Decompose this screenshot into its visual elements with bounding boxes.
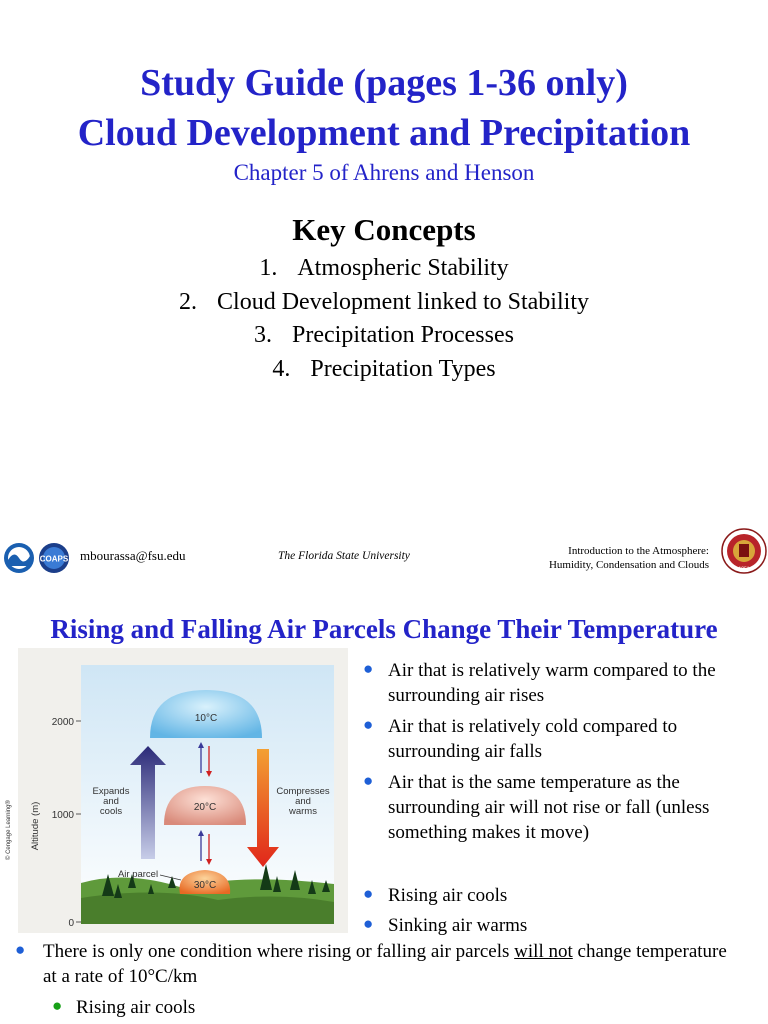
seal-year: 1851 [738, 566, 750, 573]
noaa-logo [4, 543, 34, 573]
bottom-bullet: ● There is only one condition where rising or falling air parcels will not change temperature at a rate of 10°C/km [15, 940, 727, 987]
fsu-seal-icon [721, 527, 767, 575]
concept-text: Atmospheric Stability [297, 255, 509, 281]
air-parcel-figure [6, 648, 348, 933]
bottom-bullet-underlined: will not [514, 941, 573, 962]
bullet-item: ● Rising air cools [363, 884, 508, 906]
bottom-bullet-text-2: change temperature at a rate of 10°C/km [43, 941, 727, 987]
concept-number: 2. [179, 288, 198, 315]
concept-number: 3. [254, 322, 273, 348]
middle-parcel-temp: 20°C [193, 802, 217, 813]
bullet-item: ● Sinking air warms [363, 914, 528, 936]
y-axis-label: Altitude (m) [30, 801, 41, 851]
bullet-item: ● Air that is the same temperature as the surrounding air will not rise or fall (unless something makes it move) [363, 771, 710, 843]
concept-item [0, 254, 768, 288]
y-tick-label: 1000 [51, 810, 74, 821]
cools-label: cools [99, 806, 123, 817]
bullet-text: Air that is relatively warm compared to the surrounding air rises [388, 660, 716, 706]
slide2-title: Rising and Falling Air Parcels Change Their Temperature [50, 614, 718, 644]
concept-item [0, 321, 768, 355]
air-parcel-label: Air parcel [117, 869, 159, 880]
warms-label: warms [289, 806, 317, 817]
bullet-text: Air that is relatively cold compared to surrounding air falls [388, 716, 678, 762]
footer-university: The Florida State University [278, 550, 410, 562]
key-concepts-heading: Key Concepts [292, 212, 476, 247]
y-tick-label: 2000 [51, 717, 74, 728]
figure-copyright: © Cengage Learning® [6, 800, 12, 860]
y-tick-label: 0 [68, 918, 74, 929]
and-label: and [103, 796, 119, 807]
concept-number: 1. [259, 255, 278, 281]
concept-text: Precipitation Processes [292, 322, 514, 348]
bullet-item: ● Air that is relatively warm compared to the surrounding air rises [363, 659, 716, 706]
coaps-logo-text: COAPS [39, 554, 69, 564]
bottom-bullet-text-1: There is only one condition where rising or falling air parcels [43, 941, 515, 962]
expands-label: Expands [92, 786, 130, 797]
concept-text: Precipitation Types [310, 355, 496, 382]
concept-item [0, 355, 768, 389]
bullet-text: Rising air cools [388, 885, 508, 906]
compresses-label: Compresses [276, 786, 330, 797]
footer-email: mbourassa@fsu.edu [80, 548, 186, 563]
bottom-parcel-temp: 30°C [193, 880, 217, 891]
bullet-item: ● Air that is relatively cold compared to surrounding air falls [363, 715, 678, 762]
bullet-text: Air that is the same temperature as the surrounding air will not rise or fall (unless something makes it move) [388, 772, 710, 843]
footer-course-line1: Introduction to the Atmosphere: [568, 545, 709, 557]
bullet-text: Sinking air warms [388, 915, 528, 936]
slide-title-line1: Study Guide (pages 1-36 only) [140, 62, 628, 104]
sub-bullet-text: Rising air cools [76, 997, 196, 1018]
and-label: and [295, 796, 311, 807]
coaps-logo [39, 543, 69, 573]
footer-course-info [500, 544, 709, 572]
slide-title-line2: Cloud Development and Precipitation [77, 112, 691, 154]
concept-item [0, 288, 768, 322]
concept-number: 4. [272, 355, 291, 382]
footer-logos [2, 540, 72, 576]
slide-subtitle: Chapter 5 of Ahrens and Henson [233, 160, 535, 185]
footer-course-line2: Humidity, Condensation and Clouds [548, 559, 709, 571]
key-concepts-list [0, 254, 768, 388]
sub-bullet: ● Rising air cools [52, 996, 196, 1018]
top-parcel-temp: 10°C [194, 713, 218, 724]
concept-text: Cloud Development linked to Stability [217, 288, 589, 315]
